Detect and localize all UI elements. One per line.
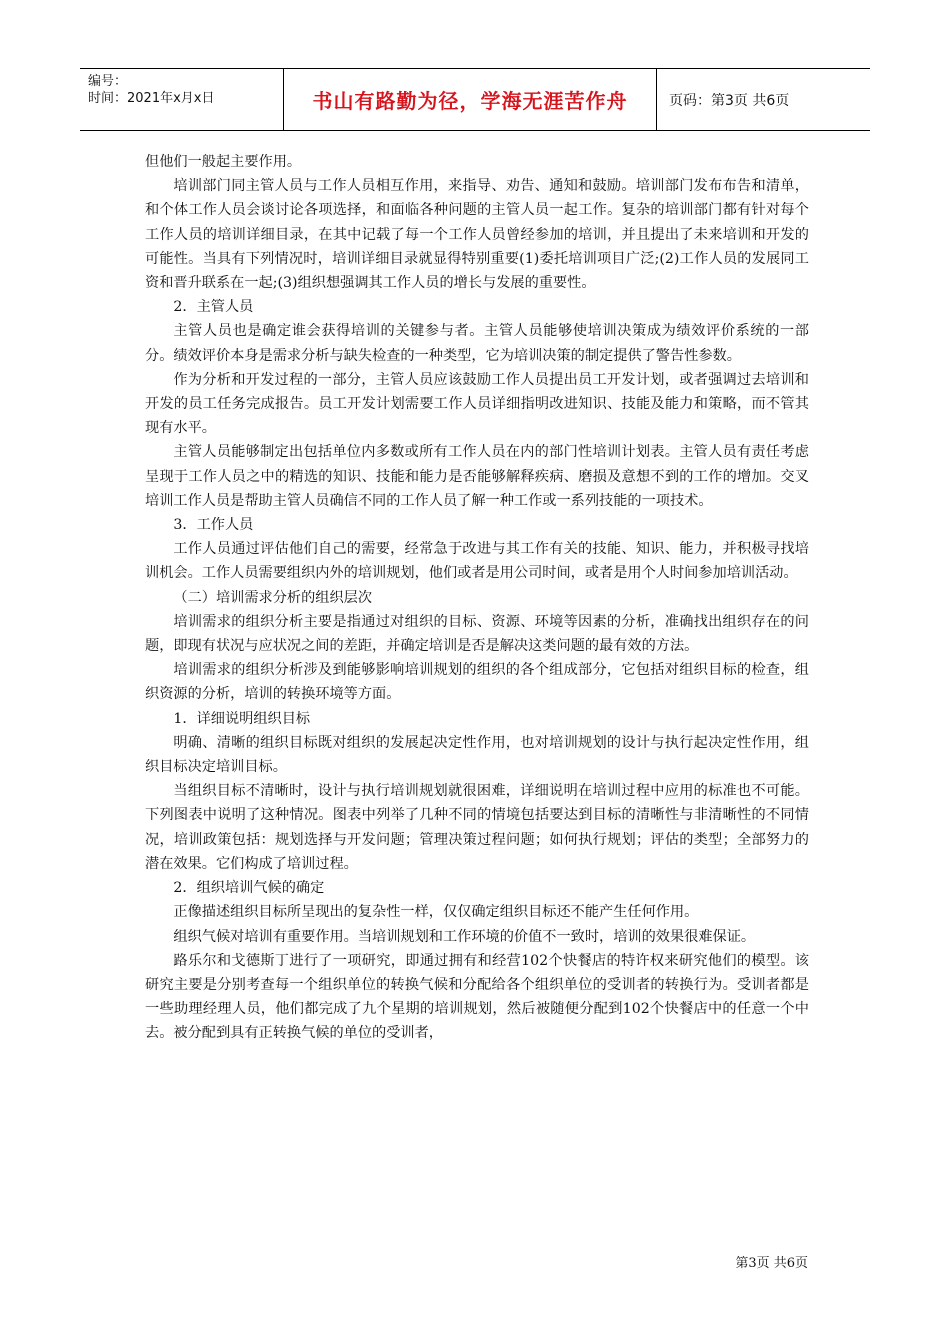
- document-number: 编号：: [88, 74, 128, 89]
- document-body: [145, 150, 809, 1046]
- paragraph: 明确、清晰的组织目标既对组织的发展起决定性作用，也对培训规划的设计与执行起决定性作用，组织目标决定培训目标。: [145, 734, 809, 776]
- paragraph: 正像描述组织目标所呈现出的复杂性一样，仅仅确定组织目标还不能产生任何作用。: [173, 904, 699, 921]
- section-heading: 3．工作人员: [173, 517, 254, 534]
- section-heading: （二）培训需求分析的组织层次: [173, 589, 373, 606]
- section-heading: 2．主管人员: [173, 299, 254, 316]
- paragraph: 主管人员也是确定谁会获得培训的关键参与者。主管人员能够使培训决策成为绩效评价系统的一部分。绩效评价本身是需求分析与缺失检查的一种类型，它为培训决策的制定提供了警告性参数。: [145, 323, 809, 364]
- paragraph: 培训部门同主管人员与工作人员相互作用，来指导、劝告、通知和鼓励。培训部门发布布告和清单，和个体工作人员会谈讨论各项选择，和面临各种问题的主管人员一起工作。复杂的培训部门都有针对每个工作人员的培训详细目录，在其中记载了每一个工作人员曾经参加的培训，并且提出了未来培训和开发的可能性。当具有下列情况时，培训详细目录就显得特别重要(1)委托培训项目广泛;(2)工作人员的发展同工资和晋升联系在一起;(3)组织想强调其工作人员的增长与发展的重要性。: [145, 178, 809, 292]
- paragraph: 工作人员通过评估他们自己的需要，经常急于改进与其工作有关的技能、知识、能力，并积极寻找培训机会。工作人员需要组织内外的培训规划，他们或者是用公司时间，或者是用个人时间参加培训活动。: [145, 541, 809, 582]
- header-page-number: 页码：第3页 共6页: [669, 92, 790, 109]
- paragraph: 组织气候对培训有重要作用。当培训规划和工作环境的价值不一致时，培训的效果很难保证。: [173, 928, 756, 945]
- section-heading: 2．组织培训气候的确定: [173, 880, 325, 897]
- paragraph: 当组织目标不清晰时，设计与执行培训规划就很困难，详细说明在培训过程中应用的标准也不可能。下列图表中说明了这种情况。图表中列举了几种不同的情境包括要达到目标的清晰性与非清晰性的不同情况，培训政策包括：规划选择与开发问题；管理决策过程问题；如何执行规划；评估的类型；全部努力的潜在效果。它们构成了培训过程。: [145, 783, 809, 872]
- header-meta: [80, 69, 283, 130]
- paragraph: 路乐尔和戈德斯丁进行了一项研究，即通过拥有和经营102个快餐店的特许权来研究他们的模型。该研究主要是分别考查每一个组织单位的转换气候和分配给各个组织单位的受训者的转换行为。受训者都是一些助理经理人员，他们都完成了九个星期的培训规划，然后被随便分配到102个快餐店中的任意一个中去。被分配到具有正转换气候的单位的受训者，: [145, 952, 809, 1042]
- document-date: 时间：2021年x月x日: [88, 91, 215, 106]
- paragraph: 主管人员能够制定出包括单位内多数或所有工作人员在内的部门性培训计划表。主管人员有责任考虑呈现于工作人员之中的精选的知识、技能和能力是否能够解释疾病、磨损及意想不到的工作的增加。交叉培训工作人员是帮助主管人员确信不同的工作人员了解一种工作或一系列技能的一项技术。: [145, 444, 809, 509]
- paragraph: 培训需求的组织分析主要是指通过对组织的目标、资源、环境等因素的分析，准确找出组织存在的问题，即现有状况与应状况之间的差距，并确定培训是否是解决这类问题的最有效的方法。: [145, 613, 809, 655]
- page-footer: 第3页 共6页: [735, 1256, 808, 1271]
- section-heading: 1．详细说明组织目标: [173, 710, 311, 727]
- header-motto: 书山有路勤为径，学海无涯苦作舟: [283, 69, 657, 130]
- paragraph: 作为分析和开发过程的一部分，主管人员应该鼓励工作人员提出员工开发计划，或者强调过去培训和开发的员工任务完成报告。员工开发计划需要工作人员详细指明改进知识、技能及能力和策略，而不管其现有水平。: [145, 371, 809, 437]
- paragraph: 但他们一般起主要作用。: [145, 154, 302, 170]
- page-header: [80, 68, 870, 131]
- paragraph: 培训需求的组织分析涉及到能够影响培训规划的组织的各个组成部分，它包括对组织目标的检查，组织资源的分析，培训的转换环境等方面。: [145, 662, 809, 703]
